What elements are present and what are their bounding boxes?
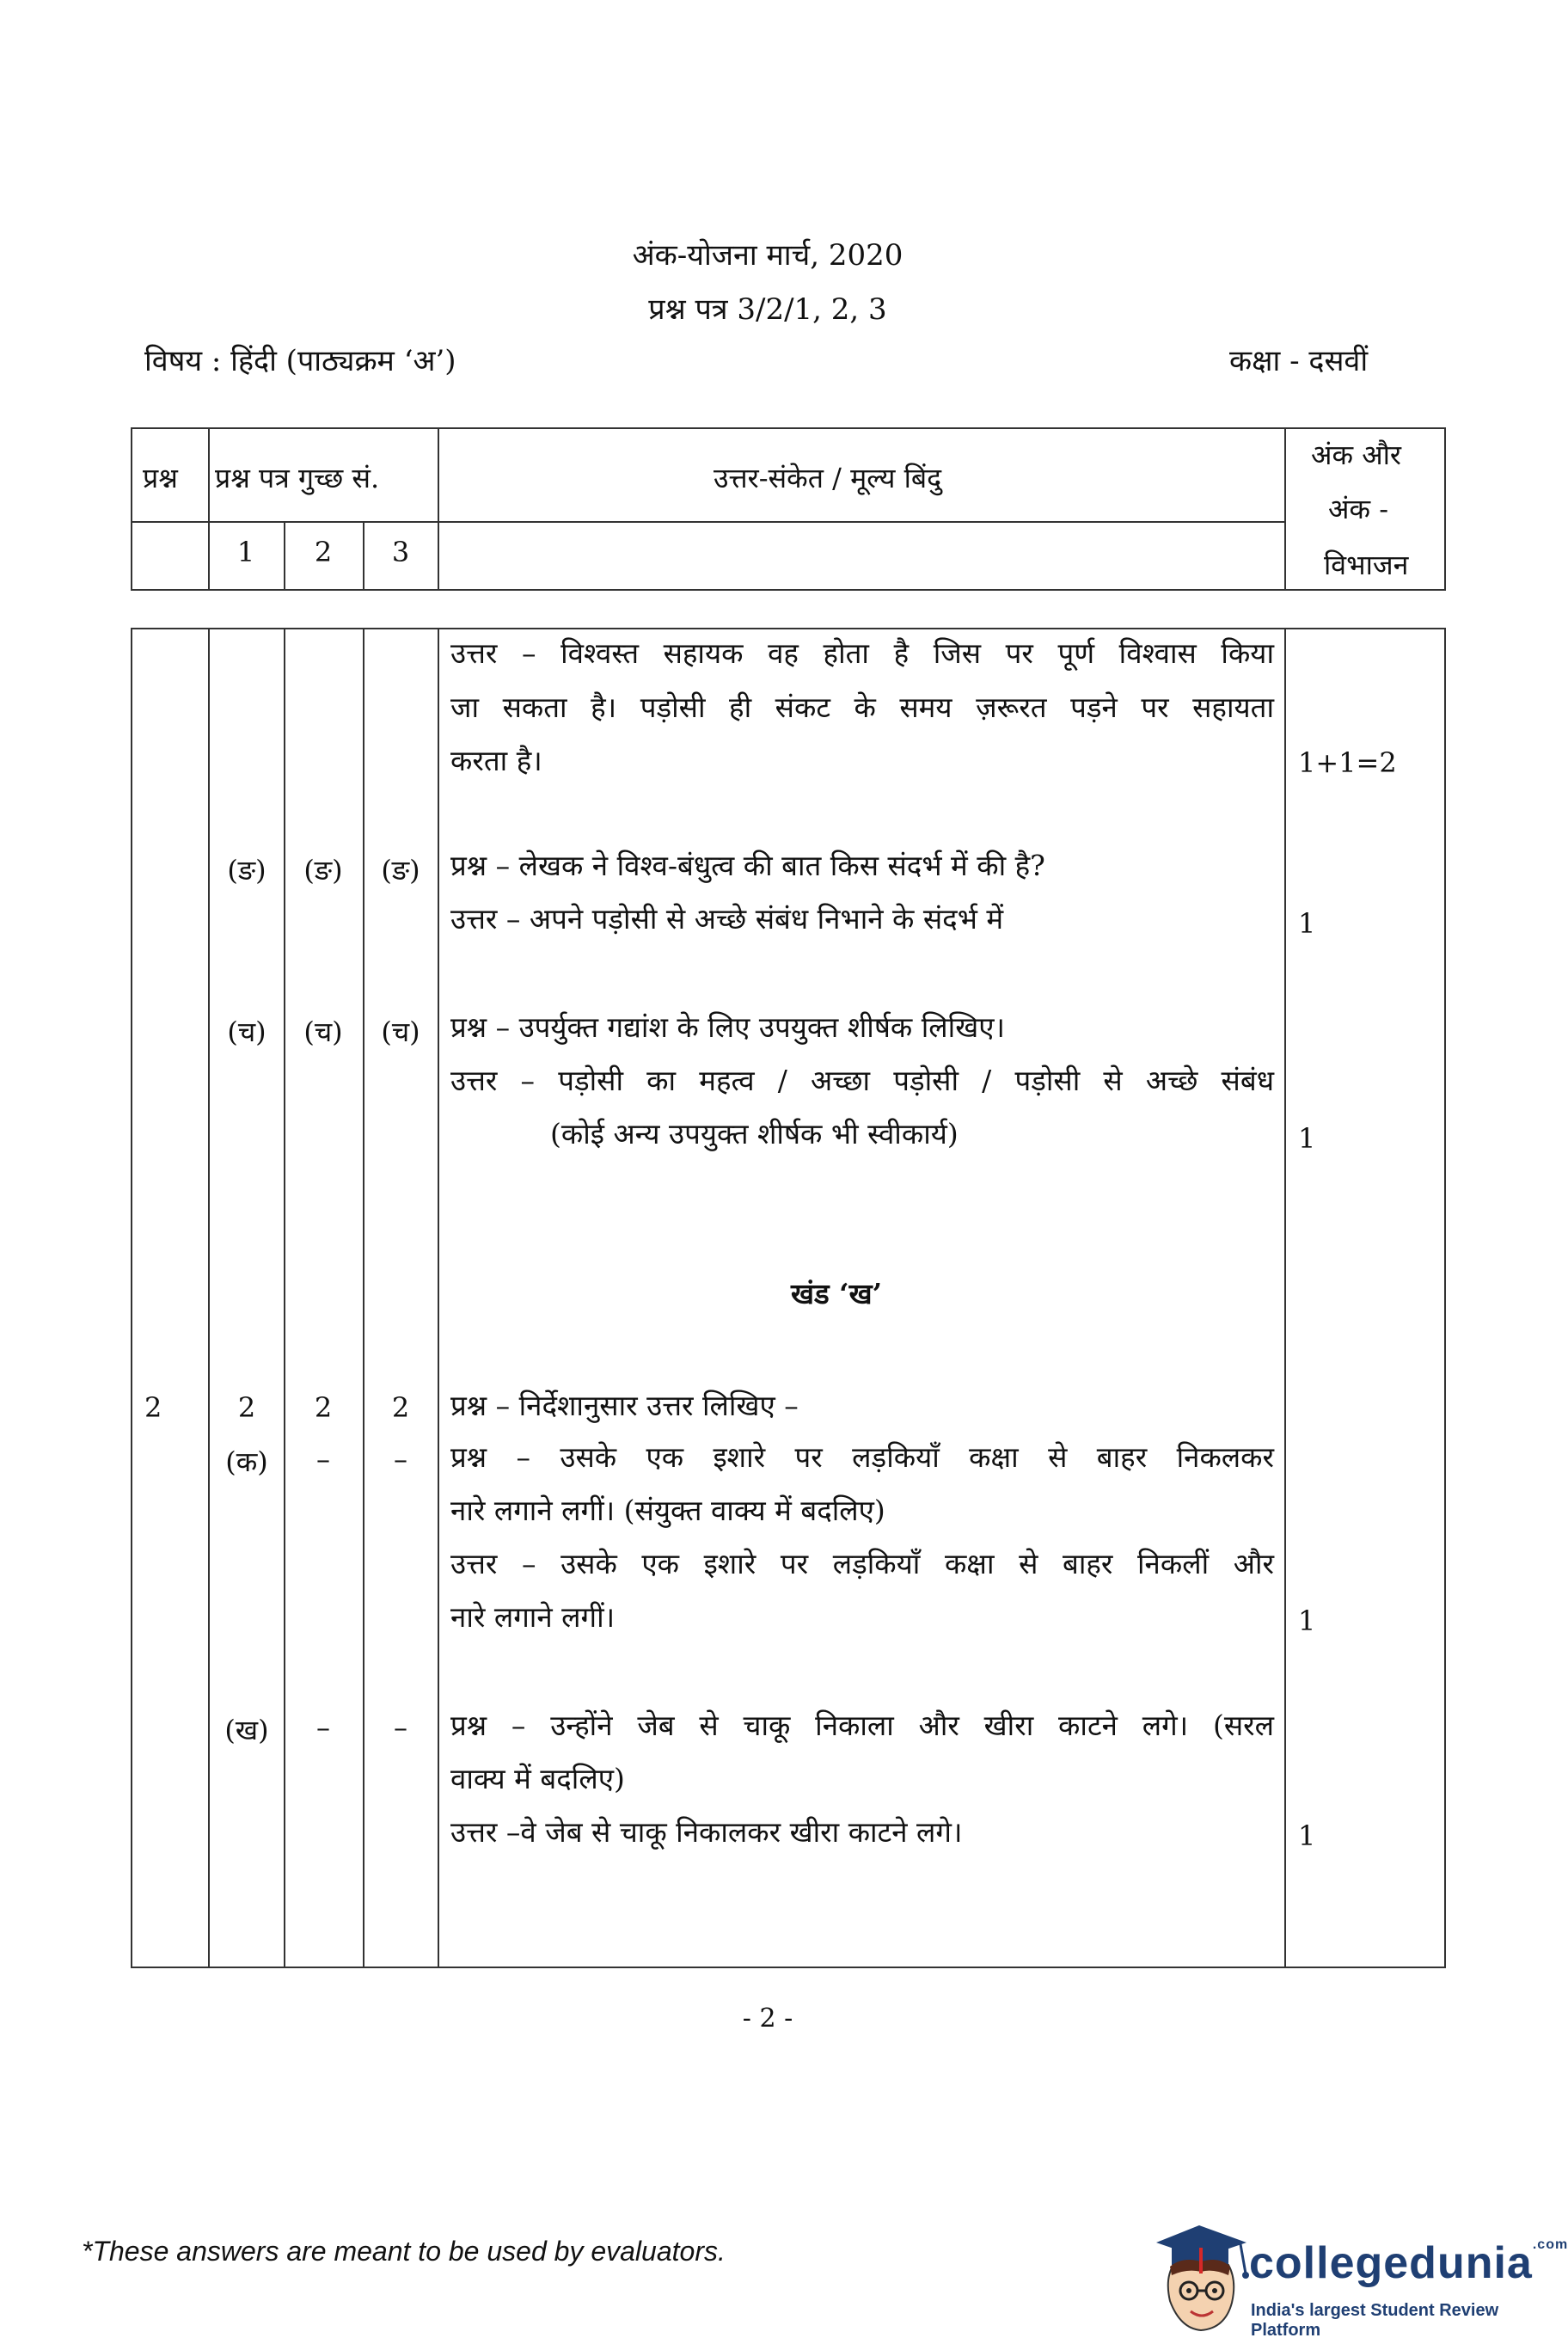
- q2-kha-set3-dash: –: [394, 1711, 407, 1744]
- page-title: अंक-योजना मार्च, 2020: [632, 238, 903, 273]
- collegedunia-logo[interactable]: [1139, 2218, 1568, 2340]
- q2b-line-2: वाक्य में बदलिए): [450, 1762, 625, 1795]
- marks-answer-1: 1+1=2: [1298, 746, 1397, 779]
- a2a-line-1: उत्तर – उसके एक इशारे पर लड़कियाँ कक्षा से बाहर निकलीं और: [450, 1547, 1274, 1580]
- a2a-line-2: नारे लगाने लगीं।: [450, 1600, 616, 1634]
- label-f-set3: (च): [381, 1016, 420, 1048]
- col-marks-2: अंक -: [1328, 493, 1389, 525]
- question-f: प्रश्न – उपर्युक्त गद्यांश के लिए उपयुक्त शीर्षक लिखिए।: [450, 1010, 1005, 1044]
- answer-e: उत्तर – अपने पड़ोसी से अच्छे संबंध निभाने के संदर्भ में: [450, 902, 1004, 936]
- set-2: 2: [314, 536, 333, 568]
- q2-instruction: प्रश्न – निर्देशानुसार उत्तर लिखिए –: [450, 1389, 799, 1422]
- marks-2b: 1: [1298, 1819, 1316, 1852]
- label-e-set2: (ङ): [303, 854, 343, 887]
- marks-2a: 1: [1298, 1605, 1316, 1637]
- question-e: प्रश्न – लेखक ने विश्व-बंधुत्व की बात किस संदर्भ में की है?: [450, 849, 1045, 882]
- answer-f-line-1: उत्तर – पड़ोसी का महत्व / अच्छा पड़ोसी / पड़ोसी से अच्छे संबंध: [450, 1064, 1274, 1097]
- paper-code: प्रश्न पत्र 3/2/1, 2, 3: [648, 292, 887, 327]
- q2-ka-set2-dash: –: [316, 1443, 330, 1476]
- logo-suffix: .com: [1532, 2237, 1568, 2252]
- q2-kha-label: (ख): [224, 1714, 269, 1746]
- label-f-set2: (च): [303, 1016, 343, 1048]
- set-3: 3: [391, 536, 410, 568]
- answer-1-line-1: उत्तर – विश्वस्त सहायक वह होता है जिस पर पूर्ण विश्वास किया: [450, 636, 1274, 670]
- set-1: 1: [236, 536, 255, 568]
- class-label: कक्षा - दसवीं: [1229, 344, 1369, 378]
- col-set: प्रश्न पत्र गुच्छ सं.: [215, 462, 380, 494]
- q2-kha-set2-dash: –: [316, 1711, 330, 1744]
- col-answer: उत्तर-संकेत / मूल्य बिंदु: [714, 462, 942, 494]
- student-mascot-icon: [1139, 2218, 1251, 2339]
- q2-set2: 2: [314, 1391, 333, 1424]
- evaluator-footnote: *These answers are meant to be used by evaluators.: [82, 2236, 726, 2267]
- logo-tagline: India's largest Student Review Platform: [1251, 2301, 1499, 2340]
- q2b-line-1: प्रश्न – उन्होंने जेब से चाकू निकाला और खीरा काटने लगे। (सरल: [450, 1709, 1274, 1742]
- page-number: - 2 -: [742, 2003, 793, 2034]
- label-e-set3: (ङ): [381, 854, 420, 887]
- q2-ka-set3-dash: –: [394, 1443, 407, 1476]
- section-heading: खंड ‘ख’: [791, 1277, 883, 1310]
- col-marks-1: अंक और: [1311, 439, 1402, 471]
- label-e-set1: (ङ): [227, 854, 266, 887]
- answer-1-line-2: जा सकता है। पड़ोसी ही संकट के समय ज़रूरत पड़ने पर सहायता: [450, 690, 1274, 724]
- col-question: प्रश्न: [143, 462, 178, 494]
- q2a-line-1: प्रश्न – उसके एक इशारे पर लड़कियाँ कक्षा से बाहर निकलकर: [450, 1440, 1274, 1474]
- logo-name: collegedunia: [1249, 2238, 1533, 2288]
- q2a-line-2: नारे लगाने लगीं। (संयुक्त वाक्य में बदलिए): [450, 1494, 885, 1527]
- a2b: उत्तर –वे जेब से चाकू निकालकर खीरा काटने लगे।: [450, 1815, 963, 1849]
- q2-set3: 2: [391, 1391, 410, 1424]
- q2-set1: 2: [237, 1391, 256, 1424]
- answer-1-line-3: करता है।: [450, 744, 542, 777]
- label-f-set1: (च): [227, 1016, 266, 1048]
- q2-ka-label: (क): [225, 1445, 268, 1478]
- marks-f: 1: [1298, 1122, 1316, 1155]
- answer-f-line-2: (कोई अन्य उपयुक्त शीर्षक भी स्वीकार्य): [550, 1117, 959, 1151]
- marks-e: 1: [1298, 907, 1316, 940]
- question-2-number: 2: [144, 1391, 162, 1424]
- subject-label: विषय : हिंदी (पाठ्यक्रम ‘अ’): [144, 344, 456, 378]
- col-marks-3: विभाजन: [1324, 549, 1409, 581]
